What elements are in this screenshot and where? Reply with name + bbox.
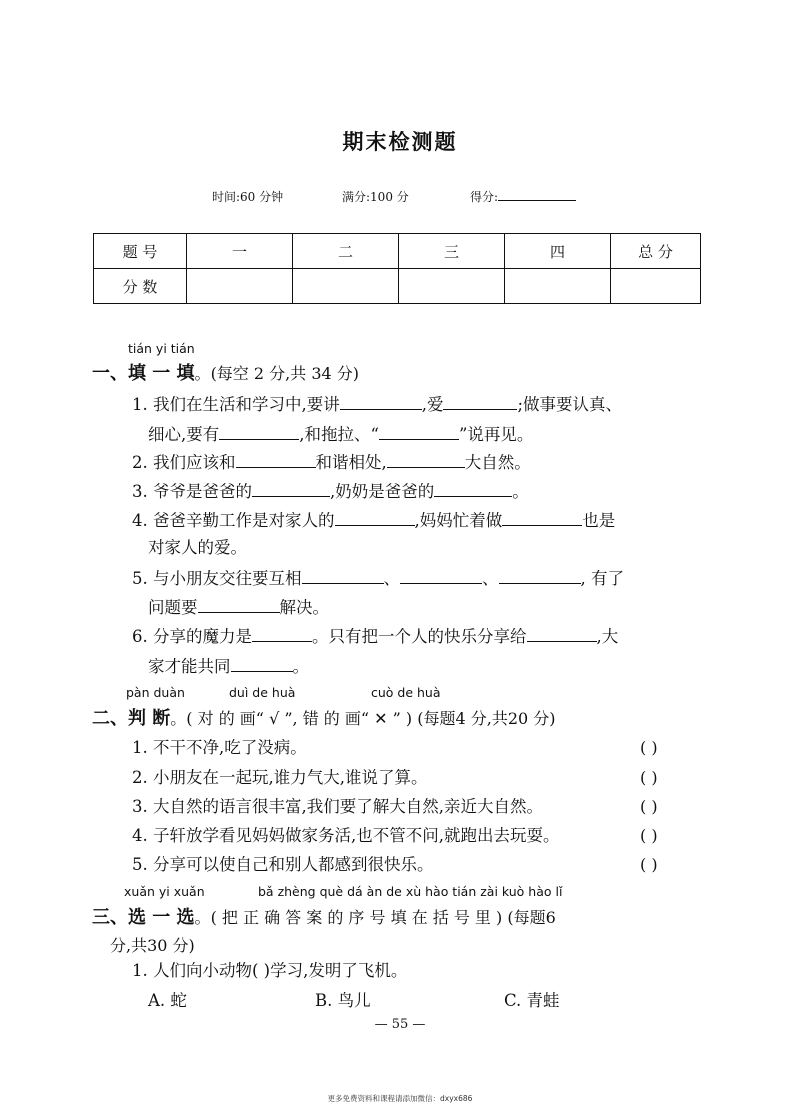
question-text: 。 — [292, 657, 309, 676]
question-text: , 有了 — [580, 569, 624, 588]
score-table-cell: 二 — [293, 234, 399, 269]
page-title: 期末检测题 — [342, 130, 458, 154]
question-text: 问题要 — [148, 598, 198, 617]
question-text: ”说再见。 — [458, 425, 534, 444]
score-table-cell: 四 — [505, 234, 611, 269]
section3-note-cont: 分,共30 分) — [110, 936, 195, 955]
score-input-cell[interactable] — [187, 269, 293, 304]
question-text: ,和拖拉、“ — [299, 425, 379, 444]
score-input-cell[interactable] — [293, 269, 399, 304]
judge-item: 2. 小朋友在一起玩,谁力气大,谁说了算。 — [132, 768, 428, 787]
section1-dot: 。 — [194, 364, 211, 383]
answer-blank[interactable] — [499, 567, 581, 584]
judge-item: 1. 不干不净,吃了没病。 — [132, 738, 307, 757]
score-table-cell: 总 分 — [611, 234, 701, 269]
answer-blank[interactable] — [387, 451, 465, 468]
section1-heading: 一、填 一 填 — [92, 363, 195, 384]
watermark-text: 更多免费资料和课程请添加微信：dxyx686 — [327, 1094, 473, 1103]
answer-paren[interactable]: ( ) — [640, 768, 658, 787]
question-line — [148, 538, 247, 558]
question-line — [132, 451, 531, 473]
question-text: ;做事要认真、 — [517, 395, 623, 414]
section3-note: ( 把 正 确 答 案 的 序 号 填 在 括 号 里 ) (每题6 — [210, 908, 556, 927]
question-text: 6. 分享的魔力是 — [132, 627, 252, 646]
answer-blank[interactable] — [302, 567, 384, 584]
score-field — [470, 188, 576, 205]
question-text: 。只有把一个人的快乐分享给 — [312, 627, 527, 646]
answer-paren[interactable]: ( ) — [640, 797, 658, 816]
score-input-cell[interactable] — [611, 269, 701, 304]
question-text: ,妈妈忙着做 — [414, 511, 503, 530]
option-a[interactable]: A. 蛇 — [148, 991, 187, 1010]
section3-pinyin: xuǎn yi xuǎn — [124, 884, 205, 899]
question-text: ,奶奶是爸爸的 — [330, 482, 435, 501]
section2-pinyin: pàn duàn — [126, 685, 185, 700]
answer-blank[interactable] — [434, 480, 512, 497]
section2-heading: 二、判 断 — [92, 708, 171, 729]
answer-blank[interactable] — [443, 393, 517, 410]
question-text: 5. 与小朋友交往要互相 — [132, 569, 302, 588]
score-table-cell: 分 数 — [94, 269, 187, 304]
question-text: ,爱 — [421, 395, 444, 414]
question-line — [148, 655, 309, 677]
question-text: 和谐相处, — [315, 453, 387, 472]
question-line — [132, 480, 529, 502]
answer-blank[interactable] — [198, 596, 280, 613]
question-text: 解决。 — [279, 598, 329, 617]
score-table-header-row — [94, 234, 701, 269]
question-line — [148, 423, 533, 445]
question-line — [132, 625, 618, 647]
score-input-cell[interactable] — [399, 269, 505, 304]
judge-item: 5. 分享可以使自己和别人都感到很快乐。 — [132, 855, 434, 874]
section3-heading: 三、选 一 选 — [92, 907, 195, 928]
option-b[interactable]: B. 鸟儿 — [315, 991, 371, 1010]
answer-blank[interactable] — [231, 655, 293, 672]
answer-blank[interactable] — [379, 423, 459, 440]
section3-dot: 。 — [194, 908, 211, 927]
answer-blank[interactable] — [400, 567, 482, 584]
section1-pinyin: tián yi tián — [128, 341, 195, 356]
question-line — [132, 509, 615, 531]
answer-blank[interactable] — [252, 625, 312, 642]
section1-heading-row — [92, 359, 359, 385]
question-line — [132, 567, 624, 589]
score-blank[interactable] — [498, 188, 576, 201]
answer-blank[interactable] — [236, 451, 316, 468]
answer-paren[interactable]: ( ) — [640, 855, 658, 874]
answer-paren[interactable]: ( ) — [640, 826, 658, 845]
section3-pinyin: bǎ zhèng què dá àn de xù hào tián zài kuò hào lǐ — [258, 884, 563, 899]
full-score-label: 满分:100 分 — [342, 190, 409, 204]
answer-blank[interactable] — [340, 393, 422, 410]
judge-item: 3. 大自然的语言很丰富,我们要了解大自然,亲近大自然。 — [132, 797, 543, 816]
question-text: 3. 爷爷是爸爸的 — [132, 482, 252, 501]
question-text: 大自然。 — [464, 453, 531, 472]
question-text: 、 — [482, 569, 499, 588]
page-number: — 55 — — [374, 1017, 426, 1032]
answer-blank[interactable] — [502, 509, 582, 526]
question-line — [132, 393, 622, 415]
time-label: 时间:60 分钟 — [212, 190, 284, 204]
question-text: 2. 我们应该和 — [132, 453, 236, 472]
section1-note: (每空 2 分,共 34 分) — [210, 364, 360, 383]
section2-pinyin: duì de huà — [229, 685, 296, 700]
section2-note: ( 对 的 画“ √ ”, 错 的 画“ ✕ ” ) (每题4 分,共20 分) — [186, 709, 556, 728]
section2-dot: 。 — [170, 709, 187, 728]
answer-blank[interactable] — [527, 625, 597, 642]
section2-heading-row — [92, 704, 556, 730]
question-text: 对家人的爱。 — [148, 538, 247, 557]
question-text: 家才能共同 — [148, 657, 231, 676]
question-text: 。 — [512, 482, 529, 501]
choice-question: 1. 人们向小动物( )学习,发明了飞机。 — [132, 961, 408, 980]
answer-blank[interactable] — [335, 509, 415, 526]
score-table-score-row — [94, 269, 701, 304]
answer-paren[interactable]: ( ) — [640, 738, 658, 757]
score-input-cell[interactable] — [505, 269, 611, 304]
score-table-cell: 三 — [399, 234, 505, 269]
section2-pinyin: cuò de huà — [371, 685, 441, 700]
option-c[interactable]: C. 青蛙 — [504, 991, 560, 1010]
question-text: 也是 — [582, 511, 616, 530]
score-table-cell: 一 — [187, 234, 293, 269]
question-text: 4. 爸爸辛勤工作是对家人的 — [132, 511, 335, 530]
question-text: 细心,要有 — [148, 425, 220, 444]
score-label: 得分: — [470, 190, 499, 204]
answer-blank[interactable] — [252, 480, 330, 497]
question-text: ,大 — [596, 627, 619, 646]
question-text: 1. 我们在生活和学习中,要讲 — [132, 395, 340, 414]
score-table — [93, 233, 701, 304]
score-table-cell: 题 号 — [94, 234, 187, 269]
judge-item: 4. 子轩放学看见妈妈做家务活,也不管不问,就跑出去玩耍。 — [132, 826, 560, 845]
section3-heading-row — [92, 903, 556, 929]
question-text: 、 — [383, 569, 400, 588]
question-line — [148, 596, 329, 618]
answer-blank[interactable] — [219, 423, 299, 440]
